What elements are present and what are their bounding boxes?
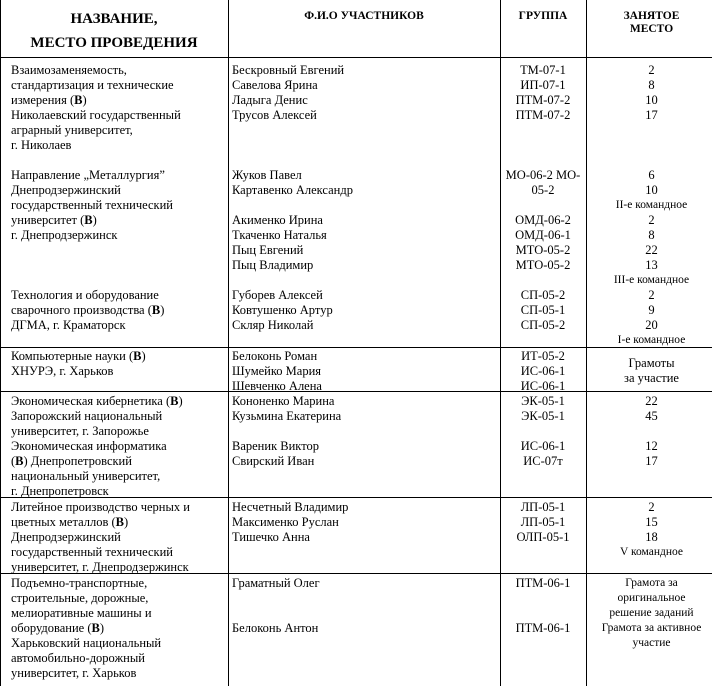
header-place-line1: ЗАНЯТОЕ (623, 10, 680, 22)
group-code: МТО-05-2 (515, 243, 571, 257)
group-code: ИС-06-1 (520, 439, 566, 453)
group-code: ОМД-06-1 (515, 228, 571, 242)
participant-name: Белоконь Роман (232, 349, 318, 363)
award-text: оригинальное (617, 592, 686, 604)
competition-name: Направление „Металлургия” (11, 168, 165, 182)
competition-venue: (В) Днепропетровский (11, 454, 132, 468)
award-text: участие (632, 637, 671, 649)
award-text: Грамота за активное (601, 622, 702, 634)
team-place: II-е командное (615, 199, 688, 211)
group-code: СП-05-2 (520, 288, 566, 302)
participant-name: Бескровный Евгений (232, 63, 345, 77)
column-divider-1 (228, 0, 229, 686)
place-value: 22 (645, 243, 658, 257)
competition-name: Компьютерные науки (В) (11, 349, 146, 363)
participant-name: Савелова Ярина (232, 78, 318, 92)
group-code: ТМ-07-1 (520, 63, 566, 77)
place-value: 2 (648, 213, 655, 227)
competition-venue: Харьковский национальный (11, 636, 162, 650)
place-value: 22 (645, 394, 658, 408)
group-code: ИП-07-1 (520, 78, 566, 92)
competition-venue: национальный университет, (11, 469, 161, 483)
competition-name: строительные, дорожные, (11, 591, 149, 605)
place-value: 2 (648, 288, 655, 302)
team-place: III-е командное (613, 274, 690, 286)
award-text: Грамоты (628, 356, 675, 370)
competition-name: Экономическая информатика (11, 439, 167, 453)
competition-venue: университет, г. Запорожье (11, 424, 149, 438)
group-code: ЭК-05-1 (521, 394, 565, 408)
team-place: I-е командное (617, 334, 686, 346)
participant-name: Свирский Иван (232, 454, 315, 468)
participant-name: Акименко Ирина (232, 213, 323, 227)
column-divider-3 (586, 0, 587, 686)
group-code: ЭК-05-1 (521, 409, 565, 423)
competition-name: Литейное производство черных и (11, 500, 190, 514)
participant-name: Максименко Руслан (232, 515, 339, 529)
participant-name: Кузьмина Екатерина (232, 409, 342, 423)
participant-name: Несчетный Владимир (232, 500, 349, 514)
table-border-left (0, 0, 1, 686)
place-value: 17 (645, 108, 658, 122)
participant-name: Скляр Николай (232, 318, 314, 332)
competition-venue: автомобильно-дорожный (11, 651, 145, 665)
competition-venue: ХНУРЭ, г. Харьков (11, 364, 114, 378)
competition-name: Взаимозаменяемость, (11, 63, 127, 77)
participant-name: Белоконь Антон (232, 621, 319, 635)
participant-name: Губорев Алексей (232, 288, 323, 302)
header-place-line2: МЕСТО (629, 23, 674, 35)
place-value: 12 (645, 439, 658, 453)
competition-name: оборудование (В) (11, 621, 105, 635)
header-row-divider (0, 57, 712, 58)
group-code: МО-06-2 МО- (505, 168, 581, 182)
group-code: ОЛП-05-1 (516, 530, 570, 544)
place-value: 6 (648, 168, 655, 182)
place-value: 13 (645, 258, 658, 272)
group-code: МТО-05-2 (515, 258, 571, 272)
group-code: ИС-06-1 (520, 364, 566, 378)
row-divider-2 (0, 391, 712, 392)
award-text: за участие (624, 371, 679, 385)
place-value: 10 (645, 183, 658, 197)
group-code: ПТМ-07-2 (515, 93, 571, 107)
participant-name: Пыц Владимир (232, 258, 314, 272)
group-code: СП-05-1 (520, 303, 566, 317)
participant-name: Шумейко Мария (232, 364, 322, 378)
competition-venue: г. Днепропетровск (11, 484, 109, 498)
participant-name: Вареник Виктор (232, 439, 319, 453)
place-value: 9 (648, 303, 655, 317)
header-group: ГРУППА (518, 10, 568, 22)
competition-venue: Запорожский национальный (11, 409, 163, 423)
group-code: ПТМ-07-2 (515, 108, 571, 122)
place-value: 2 (648, 500, 655, 514)
participant-name: Ладыга Денис (232, 93, 308, 107)
group-code: ОМД-06-2 (515, 213, 571, 227)
participant-name: Шевченко Алена (232, 379, 322, 393)
place-value: 8 (648, 228, 655, 242)
competition-name: стандартизация и технические (11, 78, 174, 92)
group-code: ИС-07т (523, 454, 563, 468)
participant-name: Кононенко Марина (232, 394, 335, 408)
group-code: ПТМ-06-1 (515, 576, 571, 590)
place-value: 8 (648, 78, 655, 92)
group-code: ИС-06-1 (520, 379, 566, 393)
competition-venue: г. Николаев (11, 138, 72, 152)
header-title-line2: МЕСТО ПРОВЕДЕНИЯ (30, 35, 198, 51)
competition-venue: Николаевский государственный (11, 108, 181, 122)
competition-venue: ДГМА, г. Краматорск (11, 318, 126, 332)
group-code: ИТ-05-2 (521, 349, 565, 363)
competition-venue: г. Днепродзержинск (11, 228, 118, 242)
competition-venue: государственный технический (11, 198, 173, 212)
place-value: 2 (648, 63, 655, 77)
place-value: 18 (645, 530, 658, 544)
participant-name: Жуков Павел (232, 168, 302, 182)
competition-name: цветных металлов (В) (11, 515, 129, 529)
competition-venue: аграрный университет, (11, 123, 133, 137)
competition-venue: университет, г. Днепродзержинск (11, 560, 189, 574)
header-participants: Ф.И.О УЧАСТНИКОВ (304, 10, 424, 22)
participant-name: Картавенко Александр (232, 183, 353, 197)
competition-venue: Днепродзержинский (11, 530, 121, 544)
award-text: решение заданий (609, 607, 694, 619)
place-value: 20 (645, 318, 658, 332)
competition-venue: университет (В) (11, 213, 97, 227)
group-code: ЛП-05-1 (520, 500, 566, 514)
participant-name: Трусов Алексей (232, 108, 317, 122)
participant-name: Ковтушенко Артур (232, 303, 333, 317)
competition-name: измерения (В) (11, 93, 87, 107)
place-value: 17 (645, 454, 658, 468)
place-value: 10 (645, 93, 658, 107)
participant-name: Пыц Евгений (232, 243, 304, 257)
header-title-line1: НАЗВАНИЕ, (70, 11, 158, 27)
competition-name: мелиоративные машины и (11, 606, 152, 620)
group-code: ПТМ-06-1 (515, 621, 571, 635)
award-text: Грамота за (625, 577, 678, 589)
group-code: ЛП-05-1 (520, 515, 566, 529)
participant-name: Граматный Олег (232, 576, 320, 590)
place-value: 15 (645, 515, 658, 529)
competition-name: сварочного производства (В) (11, 303, 165, 317)
competition-name: Подъемно-транспортные, (11, 576, 148, 590)
competition-venue: университет, г. Харьков (11, 666, 137, 680)
place-value: 45 (645, 409, 658, 423)
competition-name: Экономическая кибернетика (В) (11, 394, 183, 408)
participant-name: Тишечко Анна (232, 530, 310, 544)
competition-venue: Днепродзержинский (11, 183, 121, 197)
group-code: СП-05-2 (520, 318, 566, 332)
group-code: 05-2 (531, 183, 555, 197)
competition-name: Технология и оборудование (11, 288, 159, 302)
participant-name: Ткаченко Наталья (232, 228, 327, 242)
team-place: V командное (620, 546, 683, 558)
competition-venue: государственный технический (11, 545, 173, 559)
